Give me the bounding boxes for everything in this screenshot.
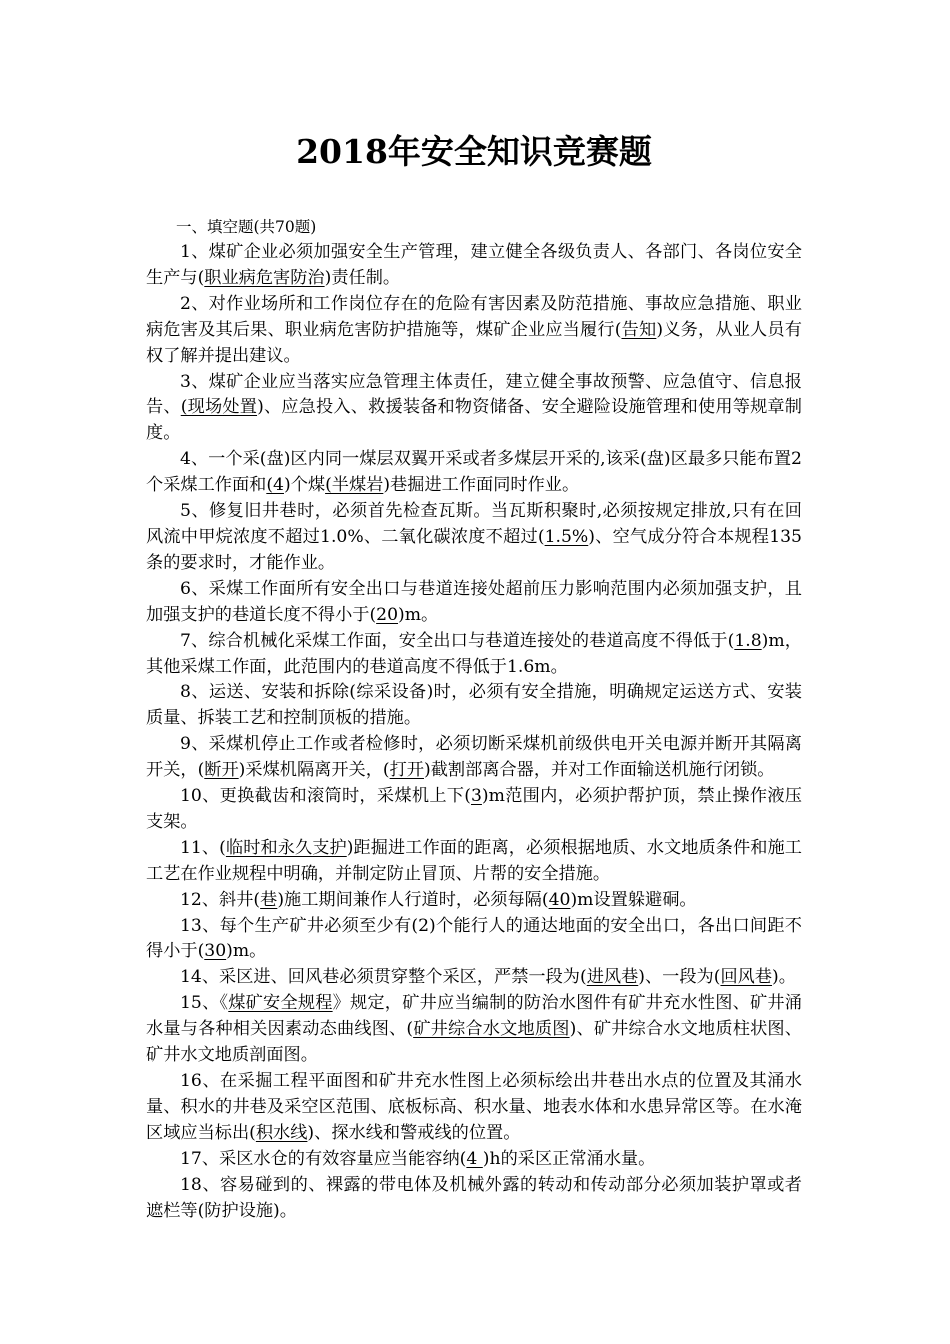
- answer-blank: 进风巷: [586, 967, 639, 988]
- question-text: )m。: [398, 604, 439, 625]
- answer-blank: 职业病危害防治: [204, 267, 325, 288]
- answer-blank: (现场处置: [180, 397, 258, 418]
- question-text: 4、一个采(盘)区内同一煤层双翼开采或者多煤层开采的,该采(盘)区最多只能布置2个采煤工作面和: [146, 449, 802, 496]
- answer-blank: 临时和永久支护: [225, 837, 347, 858]
- answer-blank: 3: [470, 786, 482, 807]
- answer-blank: 20: [376, 604, 399, 625]
- question-item: [146, 370, 802, 448]
- question-text: 5、修复旧井巷时，必须首先检查瓦斯。当瓦斯积聚时,必须按规定排放,只有在回风流中甲烷浓度不超过1.0%、二氧化碳浓度不超过(: [146, 501, 802, 547]
- answer-blank: (4: [266, 475, 284, 496]
- question-text: )巷掘进工作面同时作业。: [383, 475, 580, 496]
- document-title: 2018年安全知识竞赛题: [296, 132, 652, 171]
- question-text: 1、煤矿企业必须加强安全生产管理，建立健全各级负责人、各部门、各岗位安全生产与(: [146, 242, 802, 288]
- question-item: [146, 836, 802, 888]
- answer-blank: 1.8: [734, 630, 762, 651]
- question-text: 9、采煤机停止工作或者检修时，必须切断采煤机前级供电开关电源并断开其隔离开关，(: [146, 734, 802, 781]
- question-item: [146, 1069, 802, 1147]
- answer-blank: 30: [204, 941, 227, 962]
- question-text: )m，其他采煤工作面，此范围内的巷道高度不得低于1.6m。: [146, 630, 802, 677]
- question-text: )。: [772, 967, 796, 988]
- question-item: [146, 629, 802, 681]
- question-text: )施工期间兼作人行道时，必须每隔(: [277, 889, 549, 910]
- question-text: 15、《: [180, 993, 229, 1014]
- question-text: 16、在采掘工程平面图和矿井充水性图上必须标绘出井巷出水点的位置及其涌水量、积水的井巷及采空区范围、底板标高、积水量、地表水体和水患异常区等。在水淹区域应当标出(: [146, 1071, 802, 1143]
- question-text: 3、煤矿企业应当落实应急管理主体责任，建立健全事故预警、应急值守、信息报告、: [146, 371, 802, 418]
- answer-blank: 矿井综合水文地质图: [413, 1019, 570, 1040]
- question-list: [146, 240, 802, 1224]
- question-item: [146, 680, 802, 732]
- question-text: )m范围内，必须护帮护顶，禁止操作液压支架。: [146, 786, 802, 832]
- answer-blank: 积水线: [255, 1122, 308, 1143]
- answer-blank: 断开: [204, 760, 239, 781]
- answer-blank: 1.5%: [544, 526, 589, 547]
- question-item: [146, 965, 802, 991]
- question-item: [146, 577, 802, 629]
- answer-blank: (半煤岩: [325, 475, 384, 496]
- question-text: 》规定，矿井应当编制的防治水图件有矿井充水性图、矿井涌水量与各种相关因素动态曲线图、(: [146, 993, 802, 1040]
- question-text: 13、每个生产矿井必须至少有(2)个能行人的通达地面的安全出口，各出口间距不得小于(: [146, 915, 802, 962]
- question-text: 17、采区水仓的有效容量应当能容纳(: [180, 1148, 467, 1169]
- question-item: [146, 1147, 802, 1173]
- question-item: [146, 914, 802, 966]
- question-item: [146, 447, 802, 499]
- question-item: [146, 1173, 802, 1225]
- question-text: 10、更换截齿和滚筒时，采煤机上下(: [180, 786, 471, 807]
- question-item: [146, 240, 802, 292]
- answer-blank: 巷: [260, 889, 278, 910]
- answer-blank: 告知: [621, 319, 657, 340]
- question-text: )m设置躲避硐。: [570, 889, 697, 910]
- question-item: [146, 991, 802, 1069]
- question-text: 14、采区进、回风巷必须贯穿整个采区，严禁一段为(: [180, 967, 587, 988]
- question-item: [146, 784, 802, 836]
- question-item: [146, 499, 802, 577]
- section-heading: 一、填空题(共70题): [176, 218, 317, 236]
- question-text: )、应急投入、救援装备和物资储备、安全避险设施管理和使用等规章制度。: [146, 397, 802, 444]
- question-item: [146, 732, 802, 784]
- question-text: )、矿井综合水文地质柱状图、矿井水文地质剖面图。: [146, 1019, 802, 1066]
- question-text: )、空气成分符合本规程135条的要求时，才能作业。: [146, 526, 802, 573]
- question-text: )采煤机隔离开关，(: [238, 760, 390, 781]
- question-text: 8、运送、安装和拆除(综采设备)时，必须有安全措施，明确规定运送方式、安装质量、拆装工艺和控制顶板的措施。: [146, 682, 802, 729]
- answer-blank: 回风巷: [720, 967, 773, 988]
- question-text: 11、(: [180, 837, 226, 858]
- question-text: )截割部离合器，并对工作面输送机施行闭锁。: [423, 760, 775, 781]
- question-text: )义务，从业人员有权了解并提出建议。: [146, 319, 802, 366]
- question-text: )、探水线和警戒线的位置。: [307, 1122, 521, 1143]
- question-text: )责任制。: [324, 267, 401, 288]
- question-text: )个煤: [283, 475, 326, 496]
- answer-blank: 煤矿安全规程: [228, 993, 333, 1014]
- answer-blank: 40: [548, 889, 571, 910]
- question-text: 18、容易碰到的、裸露的带电体及机械外露的转动和传动部分必须加装护罩或者遮栏等(防护设施)。: [146, 1174, 802, 1221]
- question-text: )、一段为(: [638, 967, 721, 988]
- question-text: 6、采煤工作面所有安全出口与巷道连接处超前压力影响范围内必须加强支护，且加强支护的巷道长度不得小于(: [146, 578, 802, 625]
- question-text: )m。: [226, 941, 267, 962]
- answer-blank: 4: [466, 1148, 483, 1169]
- question-text: 12、斜井(: [180, 889, 261, 910]
- answer-blank: 打开: [389, 760, 424, 781]
- question-item: [146, 888, 802, 914]
- question-text: 2、对作业场所和工作岗位存在的危险有害因素及防范措施、事故应急措施、职业病危害及其后果、职业病危害防护措施等，煤矿企业应当履行(: [146, 293, 802, 340]
- question-text: )h的采区正常涌水量。: [482, 1148, 656, 1169]
- question-text: 7、综合机械化采煤工作面，安全出口与巷道连接处的巷道高度不得低于(: [180, 630, 735, 651]
- question-text: )距掘进工作面的距离，必须根据地质、水文地质条件和施工工艺在作业规程中明确，并制定防止冒顶、片帮的安全措施。: [146, 837, 802, 884]
- question-item: [146, 292, 802, 370]
